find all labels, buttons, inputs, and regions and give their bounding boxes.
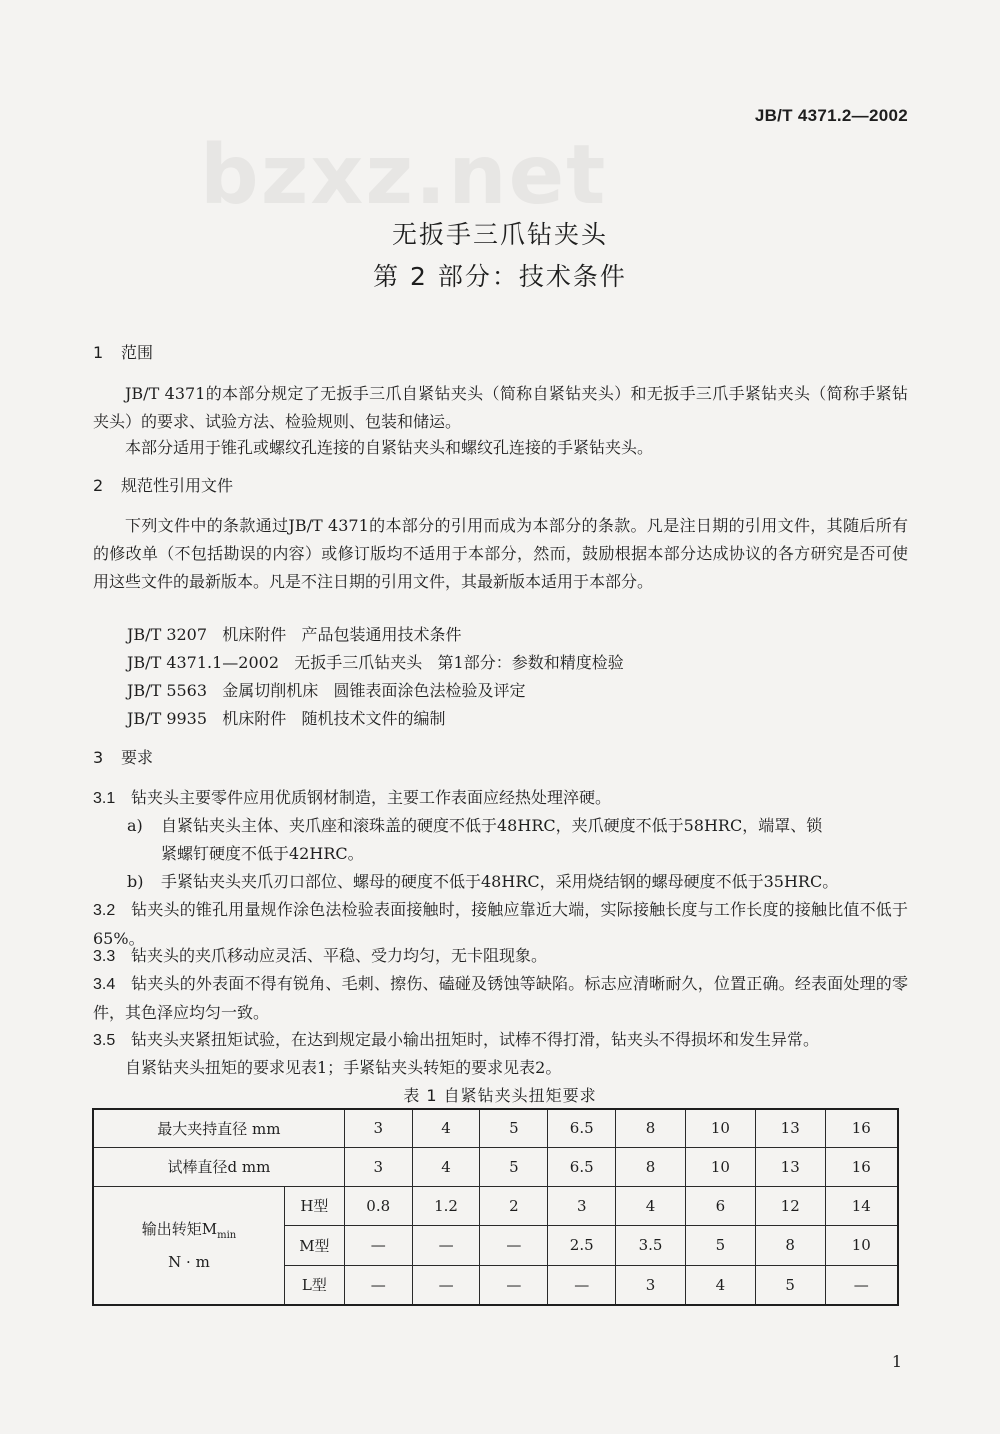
reference-item: JB/T 4371.1—2002 无扳手三爪钻夹头 第1部分：参数和精度检验 (127, 653, 624, 672)
table-row (93, 1147, 898, 1186)
reference-item: JB/T 5563 金属切削机床 圆锥表面涂色法检验及评定 (127, 681, 526, 700)
type-label: L型 (284, 1265, 344, 1305)
clause-number: 3.2 (93, 902, 116, 919)
clause-text: 钻夹头的夹爪移动应灵活、平稳、受力均匀，无卡阻现象。 (131, 946, 548, 965)
row-header: 最大夹持直径 mm (93, 1109, 344, 1147)
section-1-heading (93, 340, 153, 363)
clause-text: 钻夹头夹紧扭矩试验，在达到规定最小输出扭矩时，试棒不得打滑，钻夹头不得损坏和发生异常。 (131, 1030, 820, 1049)
table-cell: 13 (755, 1147, 825, 1186)
table-cell: — (344, 1225, 412, 1265)
table-cell: 4 (412, 1109, 480, 1147)
table-cell: 13 (755, 1109, 825, 1147)
clause-text: 钻夹头的外表面不得有锐角、毛刺、擦伤、磕碰及锈蚀等缺陷。标志应清晰耐久，位置正确。经表面处理的零件，其色泽应均匀一致。 (93, 974, 908, 1022)
clause-3-1-a-continuation: 紧螺钉硬度不低于42HRC。 (161, 844, 364, 863)
section-title: 范围 (121, 343, 154, 362)
table-cell: — (480, 1265, 548, 1305)
clause-text: 钻夹头主要零件应用优质钢材制造，主要工作表面应经热处理淬硬。 (131, 788, 612, 807)
table-cell: 8 (755, 1225, 825, 1265)
table-cell: 4 (412, 1147, 480, 1186)
clause-number: 3.1 (93, 790, 116, 807)
table-cell: — (344, 1265, 412, 1305)
table-cell: 0.8 (344, 1186, 412, 1225)
table-cell: 8 (616, 1109, 686, 1147)
table-cell: 5 (755, 1265, 825, 1305)
section-title: 规范性引用文件 (121, 476, 234, 495)
torque-unit: N · m (168, 1252, 210, 1271)
table-cell: 3 (616, 1265, 686, 1305)
clause-3-3 (93, 942, 908, 971)
item-marker: a) (127, 816, 143, 835)
table-cell: 5 (480, 1147, 548, 1186)
watermark: bzxz.net (200, 128, 608, 223)
table-cell: 10 (685, 1147, 755, 1186)
table-cell: 6 (685, 1186, 755, 1225)
torque-label-cell (93, 1186, 284, 1305)
section-2-paragraph-1: 下列文件中的条款通过JB/T 4371的本部分的引用而成为本部分的条款。凡是注日期的引用文件，其随后所有的修改单（不包括勘误的内容）或修订版均不适用于本部分，然而，鼓励根据本部分达成协议的各方研究是否可使用这些文件的最新版本。凡是不注日期的引用文件，其最新版本适用于本部分。 (93, 516, 908, 591)
section-1-paragraph-1: JB/T 4371的本部分规定了无扳手三爪自紧钻夹头（简称自紧钻夹头）和无扳手三爪手紧钻夹头（简称手紧钻夹头）的要求、试验方法、检验规则、包装和储运。 (93, 384, 908, 431)
table-cell: 6.5 (548, 1109, 616, 1147)
clause-number: 3.4 (93, 976, 116, 993)
table-cell: 5 (480, 1109, 548, 1147)
table-1-caption: 表 1 自紧钻夹头扭矩要求 (403, 1086, 597, 1105)
table-cell: 1.2 (412, 1186, 480, 1225)
type-label: M型 (284, 1225, 344, 1265)
table-cell: 3 (344, 1147, 412, 1186)
table-cell: 16 (825, 1109, 898, 1147)
table-cell: 5 (685, 1225, 755, 1265)
clause-3-1-b (127, 868, 907, 896)
table-cell: 10 (685, 1109, 755, 1147)
table-cell: 10 (825, 1225, 898, 1265)
table-cell: — (548, 1265, 616, 1305)
table-cell: 4 (685, 1265, 755, 1305)
clause-number: 3.5 (93, 1032, 116, 1049)
table-row (93, 1109, 898, 1147)
section-number: 2 (93, 476, 104, 495)
reference-item: JB/T 9935 机床附件 随机技术文件的编制 (127, 709, 446, 728)
clause-3-1 (93, 784, 908, 813)
type-label: H型 (284, 1186, 344, 1225)
item-text: 自紧钻夹头主体、夹爪座和滚珠盖的硬度不低于48HRC，夹爪硬度不低于58HRC，端罩、锁 (161, 816, 823, 835)
table-cell: 12 (755, 1186, 825, 1225)
table-cell: 2.5 (548, 1225, 616, 1265)
table-cell: 2 (480, 1186, 548, 1225)
clause-3-5-continuation: 自紧钻夹头扭矩的要求见表1；手紧钻夹头转矩的要求见表2。 (125, 1058, 562, 1077)
table-cell: 3 (344, 1109, 412, 1147)
section-number: 3 (93, 748, 104, 767)
table-cell: — (480, 1225, 548, 1265)
clause-number: 3.3 (93, 948, 116, 965)
table-row (93, 1186, 898, 1225)
clause-3-5 (93, 1026, 908, 1055)
section-3-heading (93, 745, 153, 768)
document-subtitle: 第 2 部分：技术条件 (373, 262, 627, 291)
table-cell: 6.5 (548, 1147, 616, 1186)
table-cell: 14 (825, 1186, 898, 1225)
section-2-heading (93, 473, 233, 496)
table-cell: 8 (616, 1147, 686, 1186)
page-number: 1 (891, 1352, 902, 1371)
clause-3-4 (93, 970, 908, 1027)
torque-label: 输出转矩M (141, 1219, 218, 1238)
item-text: 手紧钻夹头夹爪刃口部位、螺母的硬度不低于48HRC，采用烧结钢的螺母硬度不低于35HRC。 (161, 872, 839, 891)
torque-subscript: min (217, 1229, 237, 1241)
table-cell: 3 (548, 1186, 616, 1225)
section-1-paragraph-2: 本部分适用于锥孔或螺纹孔连接的自紧钻夹头和螺纹孔连接的手紧钻夹头。 (125, 438, 654, 457)
item-marker: b) (127, 872, 144, 891)
table-cell: 4 (616, 1186, 686, 1225)
table-cell: — (825, 1265, 898, 1305)
clause-text: 钻夹头的锥孔用量规作涂色法检验表面接触时，接触应靠近大端，实际接触长度与工作长度的接触比值不低于65%。 (93, 900, 908, 948)
table-cell: 3.5 (616, 1225, 686, 1265)
section-number: 1 (93, 343, 104, 362)
row-header: 试棒直径d mm (93, 1147, 344, 1186)
table-cell: 16 (825, 1147, 898, 1186)
table-cell: — (412, 1225, 480, 1265)
torque-requirements-table (92, 1108, 899, 1306)
reference-item: JB/T 3207 机床附件 产品包装通用技术条件 (127, 625, 462, 644)
table-cell: — (412, 1265, 480, 1305)
standard-code: JB/T 4371.2—2002 (754, 106, 908, 125)
clause-3-1-a (127, 812, 907, 840)
document-title: 无扳手三爪钻夹头 (391, 220, 608, 249)
section-title: 要求 (121, 748, 154, 767)
